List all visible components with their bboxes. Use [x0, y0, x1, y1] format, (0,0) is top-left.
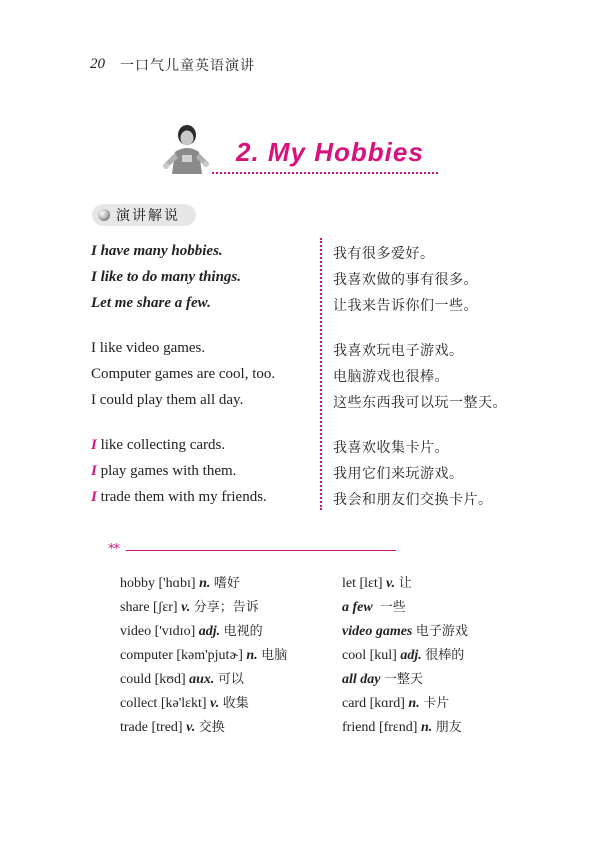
- page-number: 20: [90, 56, 105, 72]
- speech-line-cn: 我喜欢玩电子游戏。: [333, 343, 464, 359]
- vocab-entry: [120, 644, 287, 664]
- speech-line-en: I like to do many things.: [91, 269, 242, 285]
- speech-line-en: [91, 489, 267, 506]
- vocab-entry: [120, 620, 263, 640]
- speech-line-text: like collecting cards.: [96, 437, 226, 453]
- speech-line-cn: 电脑游戏也很棒。: [333, 369, 449, 385]
- speech-line-cn: 我喜欢收集卡片。: [333, 440, 449, 456]
- speech-line-cn: 我喜欢做的事有很多。: [333, 272, 478, 288]
- vocab-ipa: [kəm'pjutɚ]: [176, 648, 243, 663]
- vocab-meaning: 卡片: [423, 696, 450, 711]
- title-underline: [212, 172, 438, 174]
- speech-line-text: trade them with my friends.: [96, 489, 267, 505]
- emphasis-pronoun: I: [91, 437, 97, 453]
- vocab-ipa: [kɑrd]: [369, 696, 405, 711]
- vocab-meaning: 让: [398, 576, 412, 591]
- speech-line-en: [91, 437, 225, 454]
- vocab-pos: aux.: [189, 672, 215, 687]
- vocab-pos: n.: [246, 648, 258, 663]
- vocab-word: share: [120, 600, 150, 615]
- speech-line-en: [91, 463, 236, 480]
- vocab-word: video: [120, 624, 152, 639]
- vocab-entry: [342, 572, 412, 592]
- vocab-word: let: [342, 576, 356, 591]
- vocab-meaning: 电视的: [223, 624, 263, 639]
- vocab-word: could: [120, 672, 152, 687]
- vocab-meaning: 电子游戏: [415, 624, 468, 639]
- speech-line-cn: 我会和朋友们交换卡片。: [333, 492, 493, 508]
- vocab-meaning: 一整天: [384, 672, 424, 687]
- speech-line-en: Let me share a few.: [91, 295, 211, 311]
- speech-line-en: I could play them all day.: [91, 392, 244, 408]
- vocab-entry: [342, 668, 423, 688]
- vocab-meaning: 可以: [217, 672, 244, 687]
- vocab-ipa: [frɛnd]: [378, 720, 418, 735]
- vocab-entry: [342, 692, 449, 712]
- vocab-phrase: all day: [342, 672, 381, 687]
- vocab-word: collect: [120, 696, 158, 711]
- vocab-word: hobby: [120, 576, 155, 591]
- book-title: 一口气儿童英语演讲: [120, 58, 255, 74]
- vocab-entry: [120, 692, 249, 712]
- vocab-pos: v.: [186, 720, 196, 735]
- vocab-entry: [120, 716, 225, 736]
- emphasis-pronoun: I: [91, 489, 97, 505]
- vocab-meaning: 一些: [379, 600, 406, 615]
- vocab-word: friend: [342, 720, 376, 735]
- lesson-title: 2. My Hobbies: [236, 137, 424, 167]
- vocab-meaning: 电脑: [261, 648, 288, 663]
- speech-line-cn: 让我来告诉你们一些。: [333, 298, 478, 314]
- vocab-separator-line: [126, 550, 396, 551]
- speaker-photo: [158, 122, 216, 174]
- vocab-entry: [342, 620, 468, 640]
- vocab-meaning: 收集: [222, 696, 249, 711]
- vocab-pos: adj.: [198, 624, 221, 639]
- vocab-ipa: ['vɪdɪo]: [154, 624, 196, 639]
- vocab-ipa: ['hɑbɪ]: [158, 576, 196, 591]
- vocab-entry: [342, 596, 406, 616]
- speech-line-cn: 我有很多爱好。: [333, 246, 435, 262]
- vocab-word: cool: [342, 648, 367, 663]
- vocab-entry: [342, 716, 462, 736]
- emphasis-pronoun: I: [91, 463, 97, 479]
- vocab-meaning: 很棒的: [425, 648, 465, 663]
- vocab-pos: n.: [420, 720, 433, 735]
- speech-line-en: I like video games.: [91, 340, 206, 356]
- vocab-ipa: [ʃɛr]: [153, 600, 178, 615]
- vocab-entry: [120, 596, 259, 616]
- vocab-entry: [120, 668, 244, 688]
- speech-line-text: play games with them.: [96, 463, 237, 479]
- vocab-phrase: video games: [342, 624, 413, 639]
- vocab-ipa: [kə'lɛkt]: [160, 696, 207, 711]
- vocab-meaning: 朋友: [435, 720, 462, 735]
- vocab-ipa: [tred]: [151, 720, 183, 735]
- vocab-pos: n.: [408, 696, 420, 711]
- speech-line-cn: 我用它们来玩游戏。: [333, 466, 464, 482]
- vocab-meaning: 嗜好: [213, 576, 240, 591]
- vocab-entry: [342, 644, 464, 664]
- vocab-marker: **: [108, 542, 119, 557]
- column-divider: [320, 238, 322, 510]
- vocab-meaning: 分享；告诉: [193, 600, 259, 615]
- vocab-phrase: a few: [342, 600, 373, 615]
- vocab-word: trade: [120, 720, 148, 735]
- vocab-entry: [120, 572, 240, 592]
- vocab-ipa: [lɛt]: [359, 576, 383, 591]
- vocab-meaning: 交换: [198, 720, 225, 735]
- vocab-ipa: [kul]: [369, 648, 397, 663]
- speech-line-en: Computer games are cool, too.: [91, 366, 276, 382]
- bullet-icon: [98, 209, 110, 221]
- speech-line-en: I have many hobbies.: [91, 243, 223, 259]
- vocab-ipa: [kʊd]: [154, 672, 186, 687]
- section-label: 演讲解说: [116, 208, 180, 224]
- vocab-word: computer: [120, 648, 173, 663]
- vocab-pos: adj.: [400, 648, 422, 663]
- vocab-word: card: [342, 696, 367, 711]
- vocab-pos: v.: [210, 696, 220, 711]
- vocab-pos: v.: [181, 600, 191, 615]
- vocab-pos: n.: [199, 576, 211, 591]
- vocab-pos: v.: [385, 576, 396, 591]
- child-image: [158, 122, 216, 174]
- section-label-pill: [92, 204, 196, 226]
- speech-line-cn: 这些东西我可以玩一整天。: [333, 395, 507, 411]
